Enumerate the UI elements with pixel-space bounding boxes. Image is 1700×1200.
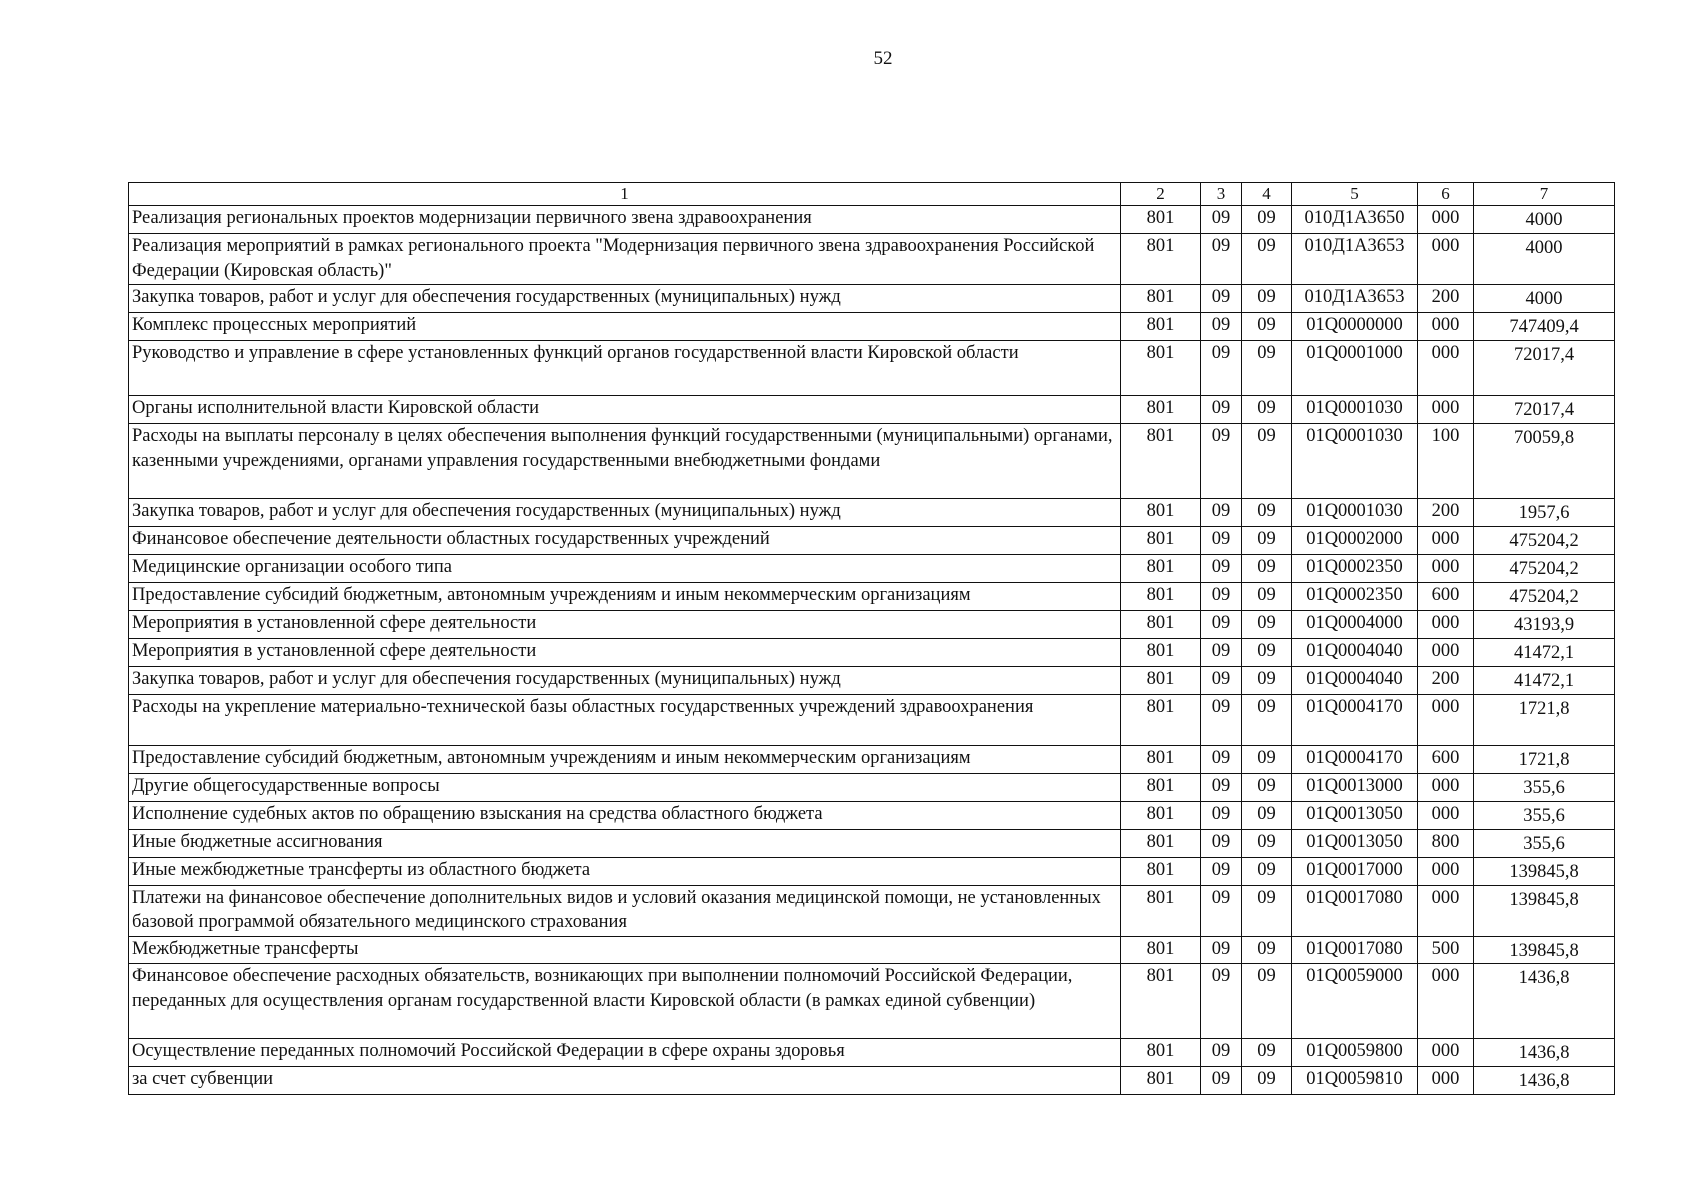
ministry-code-cell: 801: [1121, 582, 1201, 610]
section-code-cell: 09: [1201, 801, 1242, 829]
row-name-cell: Комплекс процессных мероприятий: [129, 312, 1121, 340]
expense-type-cell: 000: [1418, 964, 1474, 1039]
table-row: [129, 582, 1615, 610]
ministry-code-cell: 801: [1121, 526, 1201, 554]
amount-cell: 1957,6: [1474, 498, 1615, 526]
subsection-code-cell: 09: [1242, 610, 1292, 638]
amount-cell: 41472,1: [1474, 638, 1615, 666]
target-article-cell: 01Q0002350: [1292, 582, 1418, 610]
table-row: [129, 526, 1615, 554]
section-code-cell: 09: [1201, 554, 1242, 582]
expense-type-cell: 000: [1418, 773, 1474, 801]
page-number: 52: [873, 48, 893, 69]
amount-cell: 70059,8: [1474, 423, 1615, 498]
subsection-code-cell: 09: [1242, 936, 1292, 964]
table-row: [129, 233, 1615, 284]
row-name-cell: Расходы на укрепление материально-технической базы областных государственных учреждений здравоохранения: [129, 694, 1121, 745]
table-row: [129, 610, 1615, 638]
target-article-cell: 01Q0017080: [1292, 936, 1418, 964]
subsection-code-cell: 09: [1242, 773, 1292, 801]
section-code-cell: 09: [1201, 582, 1242, 610]
target-article-cell: 01Q0001030: [1292, 498, 1418, 526]
row-name-cell: Осуществление переданных полномочий Российской Федерации в сфере охраны здоровья: [129, 1039, 1121, 1067]
amount-cell: 72017,4: [1474, 395, 1615, 423]
subsection-code-cell: 09: [1242, 1067, 1292, 1095]
amount-cell: 1721,8: [1474, 694, 1615, 745]
amount-cell: 475204,2: [1474, 582, 1615, 610]
ministry-code-cell: 801: [1121, 312, 1201, 340]
ministry-code-cell: 801: [1121, 1067, 1201, 1095]
amount-cell: 139845,8: [1474, 936, 1615, 964]
expense-type-cell: 200: [1418, 666, 1474, 694]
expense-type-cell: 000: [1418, 801, 1474, 829]
table-header-row: [129, 183, 1615, 206]
target-article-cell: 01Q0000000: [1292, 312, 1418, 340]
table-row: [129, 694, 1615, 745]
row-name-cell: Мероприятия в установленной сфере деятельности: [129, 610, 1121, 638]
subsection-code-cell: 09: [1242, 801, 1292, 829]
subsection-code-cell: 09: [1242, 423, 1292, 498]
target-article-cell: 01Q0002350: [1292, 554, 1418, 582]
target-article-cell: 010Д1А3653: [1292, 233, 1418, 284]
target-article-cell: 01Q0004170: [1292, 745, 1418, 773]
table-row: [129, 423, 1615, 498]
ministry-code-cell: 801: [1121, 498, 1201, 526]
target-article-cell: 01Q0059810: [1292, 1067, 1418, 1095]
section-code-cell: 09: [1201, 423, 1242, 498]
subsection-code-cell: 09: [1242, 526, 1292, 554]
row-name-cell: Мероприятия в установленной сфере деятельности: [129, 638, 1121, 666]
expense-type-cell: 000: [1418, 340, 1474, 395]
subsection-code-cell: 09: [1242, 340, 1292, 395]
expense-type-cell: 000: [1418, 206, 1474, 234]
expense-type-cell: 000: [1418, 312, 1474, 340]
amount-cell: 1436,8: [1474, 1067, 1615, 1095]
target-article-cell: 01Q0013050: [1292, 801, 1418, 829]
expense-type-cell: 100: [1418, 423, 1474, 498]
target-article-cell: 010Д1А3650: [1292, 206, 1418, 234]
amount-cell: 355,6: [1474, 773, 1615, 801]
ministry-code-cell: 801: [1121, 395, 1201, 423]
amount-cell: 355,6: [1474, 801, 1615, 829]
expense-type-cell: 200: [1418, 284, 1474, 312]
expense-type-cell: 600: [1418, 745, 1474, 773]
amount-cell: 43193,9: [1474, 610, 1615, 638]
amount-cell: 475204,2: [1474, 526, 1615, 554]
row-name-cell: Предоставление субсидий бюджетным, автономным учреждениям и иным некоммерческим организациям: [129, 582, 1121, 610]
table-row: [129, 554, 1615, 582]
ministry-code-cell: 801: [1121, 340, 1201, 395]
row-name-cell: Реализация региональных проектов модернизации первичного звена здравоохранения: [129, 206, 1121, 234]
table-row: [129, 1039, 1615, 1067]
amount-cell: 139845,8: [1474, 857, 1615, 885]
ministry-code-cell: 801: [1121, 610, 1201, 638]
table-row: [129, 885, 1615, 936]
target-article-cell: 01Q0004040: [1292, 638, 1418, 666]
row-name-cell: Другие общегосударственные вопросы: [129, 773, 1121, 801]
row-name-cell: Исполнение судебных актов по обращению взыскания на средства областного бюджета: [129, 801, 1121, 829]
target-article-cell: 01Q0017080: [1292, 885, 1418, 936]
subsection-code-cell: 09: [1242, 885, 1292, 936]
table-row: [129, 638, 1615, 666]
subsection-code-cell: 09: [1242, 829, 1292, 857]
ministry-code-cell: 801: [1121, 801, 1201, 829]
budget-table: [128, 182, 1615, 1095]
column-header: 4: [1242, 183, 1292, 206]
subsection-code-cell: 09: [1242, 964, 1292, 1039]
subsection-code-cell: 09: [1242, 233, 1292, 284]
expense-type-cell: 000: [1418, 610, 1474, 638]
row-name-cell: Медицинские организации особого типа: [129, 554, 1121, 582]
target-article-cell: 010Д1А3653: [1292, 284, 1418, 312]
target-article-cell: 01Q0004000: [1292, 610, 1418, 638]
target-article-cell: 01Q0001030: [1292, 423, 1418, 498]
target-article-cell: 01Q0059000: [1292, 964, 1418, 1039]
amount-cell: 41472,1: [1474, 666, 1615, 694]
column-header: 2: [1121, 183, 1201, 206]
table-row: [129, 206, 1615, 234]
subsection-code-cell: 09: [1242, 498, 1292, 526]
table-row: [129, 773, 1615, 801]
amount-cell: 475204,2: [1474, 554, 1615, 582]
amount-cell: 1721,8: [1474, 745, 1615, 773]
row-name-cell: Межбюджетные трансферты: [129, 936, 1121, 964]
ministry-code-cell: 801: [1121, 964, 1201, 1039]
ministry-code-cell: 801: [1121, 638, 1201, 666]
target-article-cell: 01Q0002000: [1292, 526, 1418, 554]
expense-type-cell: 000: [1418, 554, 1474, 582]
row-name-cell: Платежи на финансовое обеспечение дополнительных видов и условий оказания медицинской помощи, не установленных базовой программой обязательного медицинского страхования: [129, 885, 1121, 936]
ministry-code-cell: 801: [1121, 666, 1201, 694]
subsection-code-cell: 09: [1242, 745, 1292, 773]
section-code-cell: 09: [1201, 526, 1242, 554]
section-code-cell: 09: [1201, 745, 1242, 773]
column-header: 3: [1201, 183, 1242, 206]
ministry-code-cell: 801: [1121, 885, 1201, 936]
section-code-cell: 09: [1201, 964, 1242, 1039]
ministry-code-cell: 801: [1121, 773, 1201, 801]
ministry-code-cell: 801: [1121, 423, 1201, 498]
section-code-cell: 09: [1201, 638, 1242, 666]
table-row: [129, 857, 1615, 885]
subsection-code-cell: 09: [1242, 395, 1292, 423]
column-header: 5: [1292, 183, 1418, 206]
subsection-code-cell: 09: [1242, 206, 1292, 234]
target-article-cell: 01Q0004170: [1292, 694, 1418, 745]
column-header: 7: [1474, 183, 1615, 206]
table-body: [129, 206, 1615, 1095]
ministry-code-cell: 801: [1121, 554, 1201, 582]
ministry-code-cell: 801: [1121, 233, 1201, 284]
table-row: [129, 964, 1615, 1039]
section-code-cell: 09: [1201, 498, 1242, 526]
expense-type-cell: 000: [1418, 857, 1474, 885]
expense-type-cell: 000: [1418, 638, 1474, 666]
target-article-cell: 01Q0013050: [1292, 829, 1418, 857]
table-row: [129, 312, 1615, 340]
row-name-cell: Органы исполнительной власти Кировской области: [129, 395, 1121, 423]
section-code-cell: 09: [1201, 885, 1242, 936]
row-name-cell: Закупка товаров, работ и услуг для обеспечения государственных (муниципальных) нужд: [129, 284, 1121, 312]
expense-type-cell: 200: [1418, 498, 1474, 526]
section-code-cell: 09: [1201, 773, 1242, 801]
ministry-code-cell: 801: [1121, 745, 1201, 773]
column-header: 6: [1418, 183, 1474, 206]
table-row: [129, 745, 1615, 773]
expense-type-cell: 000: [1418, 526, 1474, 554]
amount-cell: 1436,8: [1474, 1039, 1615, 1067]
amount-cell: 72017,4: [1474, 340, 1615, 395]
amount-cell: 4000: [1474, 206, 1615, 234]
expense-type-cell: 000: [1418, 1039, 1474, 1067]
section-code-cell: 09: [1201, 233, 1242, 284]
amount-cell: 1436,8: [1474, 964, 1615, 1039]
row-name-cell: Финансовое обеспечение деятельности областных государственных учреждений: [129, 526, 1121, 554]
section-code-cell: 09: [1201, 340, 1242, 395]
row-name-cell: Расходы на выплаты персоналу в целях обеспечения выполнения функций государственными (муниципальными) органами, казенными учреждениями, органами управления государственными внебюджетными фондами: [129, 423, 1121, 498]
section-code-cell: 09: [1201, 694, 1242, 745]
table-row: [129, 340, 1615, 395]
row-name-cell: Иные бюджетные ассигнования: [129, 829, 1121, 857]
section-code-cell: 09: [1201, 666, 1242, 694]
table-row: [129, 1067, 1615, 1095]
amount-cell: 4000: [1474, 284, 1615, 312]
table-row: [129, 395, 1615, 423]
target-article-cell: 01Q0013000: [1292, 773, 1418, 801]
row-name-cell: Финансовое обеспечение расходных обязательств, возникающих при выполнении полномочий Российской Федерации, переданных для осуществления органам государственной власти Кировской области (в рамках единой субвенции): [129, 964, 1121, 1039]
table-row: [129, 284, 1615, 312]
row-name-cell: за счет субвенции: [129, 1067, 1121, 1095]
section-code-cell: 09: [1201, 936, 1242, 964]
subsection-code-cell: 09: [1242, 312, 1292, 340]
row-name-cell: Руководство и управление в сфере установленных функций органов государственной власти Кировской области: [129, 340, 1121, 395]
expense-type-cell: 000: [1418, 694, 1474, 745]
table-row: [129, 829, 1615, 857]
table-row: [129, 801, 1615, 829]
subsection-code-cell: 09: [1242, 1039, 1292, 1067]
section-code-cell: 09: [1201, 206, 1242, 234]
row-name-cell: Закупка товаров, работ и услуг для обеспечения государственных (муниципальных) нужд: [129, 498, 1121, 526]
expense-type-cell: 000: [1418, 395, 1474, 423]
section-code-cell: 09: [1201, 395, 1242, 423]
section-code-cell: 09: [1201, 857, 1242, 885]
ministry-code-cell: 801: [1121, 829, 1201, 857]
column-header: 1: [129, 183, 1121, 206]
section-code-cell: 09: [1201, 312, 1242, 340]
section-code-cell: 09: [1201, 284, 1242, 312]
subsection-code-cell: 09: [1242, 554, 1292, 582]
section-code-cell: 09: [1201, 610, 1242, 638]
amount-cell: 139845,8: [1474, 885, 1615, 936]
expense-type-cell: 000: [1418, 1067, 1474, 1095]
table-row: [129, 936, 1615, 964]
row-name-cell: Предоставление субсидий бюджетным, автономным учреждениям и иным некоммерческим организациям: [129, 745, 1121, 773]
amount-cell: 355,6: [1474, 829, 1615, 857]
subsection-code-cell: 09: [1242, 638, 1292, 666]
table-row: [129, 666, 1615, 694]
ministry-code-cell: 801: [1121, 284, 1201, 312]
subsection-code-cell: 09: [1242, 582, 1292, 610]
ministry-code-cell: 801: [1121, 694, 1201, 745]
target-article-cell: 01Q0001000: [1292, 340, 1418, 395]
row-name-cell: Закупка товаров, работ и услуг для обеспечения государственных (муниципальных) нужд: [129, 666, 1121, 694]
table-row: [129, 498, 1615, 526]
expense-type-cell: 600: [1418, 582, 1474, 610]
section-code-cell: 09: [1201, 1067, 1242, 1095]
ministry-code-cell: 801: [1121, 1039, 1201, 1067]
ministry-code-cell: 801: [1121, 206, 1201, 234]
target-article-cell: 01Q0017000: [1292, 857, 1418, 885]
row-name-cell: Реализация мероприятий в рамках регионального проекта "Модернизация первичного звена здравоохранения Российской Федерации (Кировская область)": [129, 233, 1121, 284]
target-article-cell: 01Q0001030: [1292, 395, 1418, 423]
subsection-code-cell: 09: [1242, 857, 1292, 885]
target-article-cell: 01Q0059800: [1292, 1039, 1418, 1067]
expense-type-cell: 800: [1418, 829, 1474, 857]
row-name-cell: Иные межбюджетные трансферты из областного бюджета: [129, 857, 1121, 885]
section-code-cell: 09: [1201, 1039, 1242, 1067]
subsection-code-cell: 09: [1242, 284, 1292, 312]
expense-type-cell: 000: [1418, 885, 1474, 936]
ministry-code-cell: 801: [1121, 857, 1201, 885]
subsection-code-cell: 09: [1242, 666, 1292, 694]
amount-cell: 4000: [1474, 233, 1615, 284]
expense-type-cell: 000: [1418, 233, 1474, 284]
subsection-code-cell: 09: [1242, 694, 1292, 745]
amount-cell: 747409,4: [1474, 312, 1615, 340]
target-article-cell: 01Q0004040: [1292, 666, 1418, 694]
ministry-code-cell: 801: [1121, 936, 1201, 964]
expense-type-cell: 500: [1418, 936, 1474, 964]
section-code-cell: 09: [1201, 829, 1242, 857]
